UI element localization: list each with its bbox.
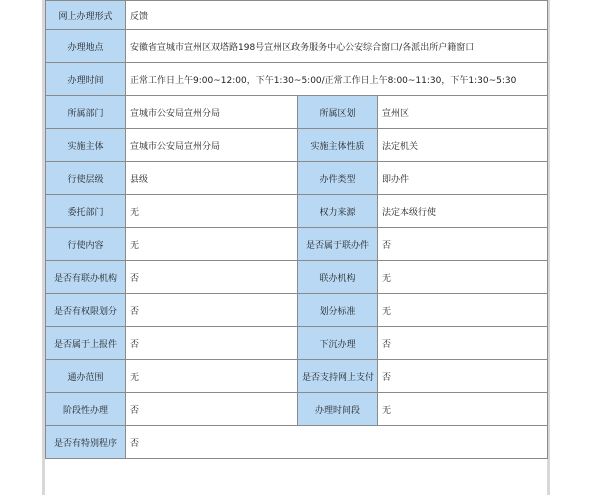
table-row	[46, 294, 548, 327]
label-joint-case: 是否属于联办件	[298, 228, 378, 261]
value-power-source: 法定本级行使	[378, 195, 548, 228]
value-case-type: 即办件	[378, 162, 548, 195]
value-implementing-body: 宣城市公安局宣州分局	[126, 129, 298, 162]
table-row	[46, 129, 548, 162]
label-delegated-handling: 下沉办理	[298, 327, 378, 360]
value-staged-handling: 否	[126, 393, 298, 426]
value-exercise-content: 无	[126, 228, 298, 261]
label-online-payment: 是否支持网上支付	[298, 360, 378, 393]
value-hours: 正常工作日上午9:00~12:00，下午1:30~5:00/正常工作日上午8:00~11:30，下午1:30~5:30	[126, 63, 548, 96]
label-joint-agency: 联办机构	[298, 261, 378, 294]
label-power-source: 权力来源	[298, 195, 378, 228]
value-department: 宣城市公安局宣州分局	[126, 96, 298, 129]
table-row	[46, 30, 548, 63]
value-location: 安徽省宣城市宣州区双塔路198号宣州区政务服务中心公安综合窗口/各派出所户籍窗口	[126, 30, 548, 63]
label-online-method: 网上办理形式	[46, 1, 126, 30]
value-online-payment: 否	[378, 360, 548, 393]
value-service-scope: 无	[126, 360, 298, 393]
value-delegated-handling: 否	[378, 327, 548, 360]
value-special-procedure: 否	[126, 426, 548, 459]
label-has-joint-agency: 是否有联办机构	[46, 261, 126, 294]
table-row	[46, 228, 548, 261]
value-handling-period: 无	[378, 393, 548, 426]
table-row	[46, 327, 548, 360]
label-implementing-body: 实施主体	[46, 129, 126, 162]
table-row	[46, 426, 548, 459]
label-special-procedure: 是否有特别程序	[46, 426, 126, 459]
value-authority-division: 否	[126, 294, 298, 327]
value-region: 宣州区	[378, 96, 548, 129]
table-row	[46, 195, 548, 228]
table-row	[46, 360, 548, 393]
label-exercise-content: 行使内容	[46, 228, 126, 261]
label-division-standard: 划分标准	[298, 294, 378, 327]
value-joint-agency: 无	[378, 261, 548, 294]
label-service-scope: 通办范围	[46, 360, 126, 393]
table-row	[46, 393, 548, 426]
label-case-type: 办件类型	[298, 162, 378, 195]
value-division-standard: 无	[378, 294, 548, 327]
label-level: 行使层级	[46, 162, 126, 195]
label-location: 办理地点	[46, 30, 126, 63]
label-hours: 办理时间	[46, 63, 126, 96]
label-region: 所属区划	[298, 96, 378, 129]
value-reported-case: 否	[126, 327, 298, 360]
label-handling-period: 办理时间段	[298, 393, 378, 426]
label-department: 所属部门	[46, 96, 126, 129]
value-delegating-dept: 无	[126, 195, 298, 228]
table-row	[46, 96, 548, 129]
table-row	[46, 162, 548, 195]
label-delegating-dept: 委托部门	[46, 195, 126, 228]
label-staged-handling: 阶段性办理	[46, 393, 126, 426]
value-level: 县级	[126, 162, 298, 195]
label-authority-division: 是否有权限划分	[46, 294, 126, 327]
item-info-table	[45, 0, 548, 459]
table-row	[46, 1, 548, 30]
value-joint-case: 否	[378, 228, 548, 261]
value-online-method: 反馈	[126, 1, 548, 30]
label-reported-case: 是否属于上报件	[46, 327, 126, 360]
label-body-nature: 实施主体性质	[298, 129, 378, 162]
table-row	[46, 261, 548, 294]
value-has-joint-agency: 否	[126, 261, 298, 294]
value-body-nature: 法定机关	[378, 129, 548, 162]
table-row	[46, 63, 548, 96]
